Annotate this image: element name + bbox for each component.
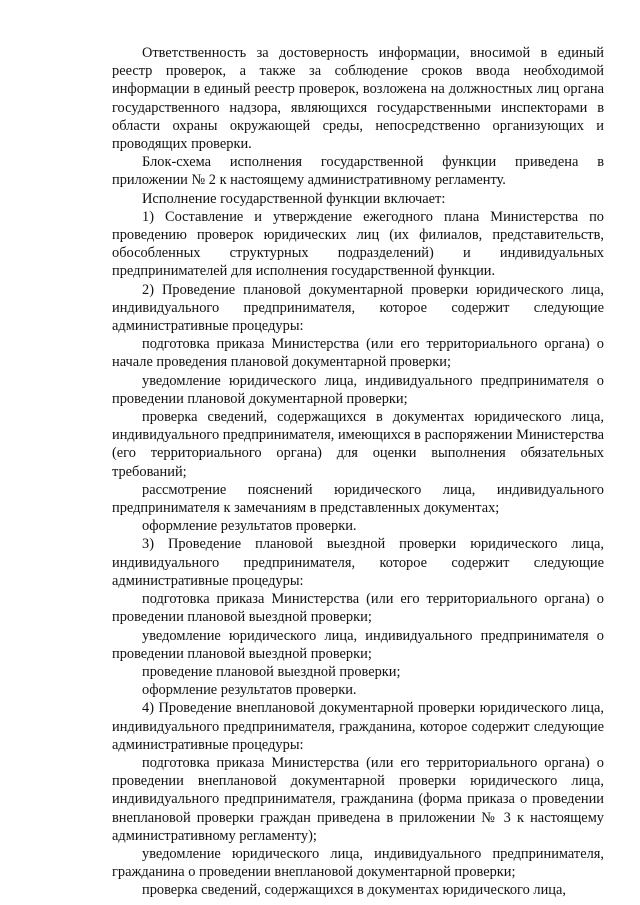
procedure-notification: уведомление юридического лица, индивидуального предпринимателя о проведении плановой документарной проверки; [112,372,604,407]
item-1-annual-plan: 1) Составление и утверждение ежегодного плана Министерства по проведению проверок юридических лиц (их филиалов, представительств, обособленных структурных подразделений) и индивидуальных предпринимателей для исполнения государственной функции. [112,208,604,280]
procedure-results-onsite: оформление результатов проверки. [142,682,357,699]
procedure-results: оформление результатов проверки. [142,518,357,535]
document-page [112,44,604,900]
paragraph-flowchart: Блок-схема исполнения государственной функции приведена в приложении № 2 к настоящему административному регламенту. [112,154,604,189]
item-4-unplanned-documentary: 4) Проведение внеплановой документарной проверки юридического лица, индивидуального предпринимателя, гражданина, которое содержит следующие административные процедуры: [112,700,604,753]
procedure-document-check-unplanned: проверка сведений, содержащихся в документах юридического лица, [142,882,566,899]
procedure-order-prep-unplanned: подготовка приказа Министерства (или его территориального органа) о проведении внеплановой документарной проверки юридического лица, индивидуального предпринимателя, гражданина (форма приказа о проведении внеплановой проверки граждан приведена в приложении № 3 к настоящему административному регламенту); [112,754,604,844]
procedure-order-prep: подготовка приказа Министерства (или его территориального органа) о начале проведения плановой документарной проверки; [112,336,604,371]
item-3-planned-onsite: 3) Проведение плановой выездной проверки юридического лица, индивидуального предпринимателя, которое содержит следующие административные процедуры: [112,536,604,589]
procedure-document-check: проверка сведений, содержащихся в документах юридического лица, индивидуального предпринимателя, имеющихся в распоряжении Министерства (его территориального органа) для оценки выполнения обязательных требований; [112,409,604,480]
paragraph-includes: Исполнение государственной функции включает: [142,190,446,207]
procedure-notification-unplanned: уведомление юридического лица, индивидуального предпринимателя, гражданина о проведении внеплановой документарной проверки; [112,845,604,881]
procedure-order-prep-onsite: подготовка приказа Министерства (или его территориального органа) о проведении плановой выездной проверки; [112,591,604,626]
item-2-planned-documentary: 2) Проведение плановой документарной проверки юридического лица, индивидуального предпринимателя, которое содержит следующие административные процедуры: [112,281,604,335]
procedure-notification-onsite: уведомление юридического лица, индивидуального предпринимателя о проведении плановой выездной проверки; [112,627,604,662]
procedure-conduct-onsite: проведение плановой выездной проверки; [142,663,401,680]
procedure-explanations: рассмотрение пояснений юридического лица, индивидуального предпринимателя к замечаниям в представленных документах; [112,481,604,517]
paragraph-responsibility: Ответственность за достоверность информации, вносимой в единый реестр проверок, а также за соблюдение сроков ввода необходимой информации в единый реестр проверок, возложена на должностных лиц органа государственного надзора, являющихся государственными инспекторами в области охраны окружающей среды, непосредственно организующих и проводящих проверки. [112,45,604,153]
